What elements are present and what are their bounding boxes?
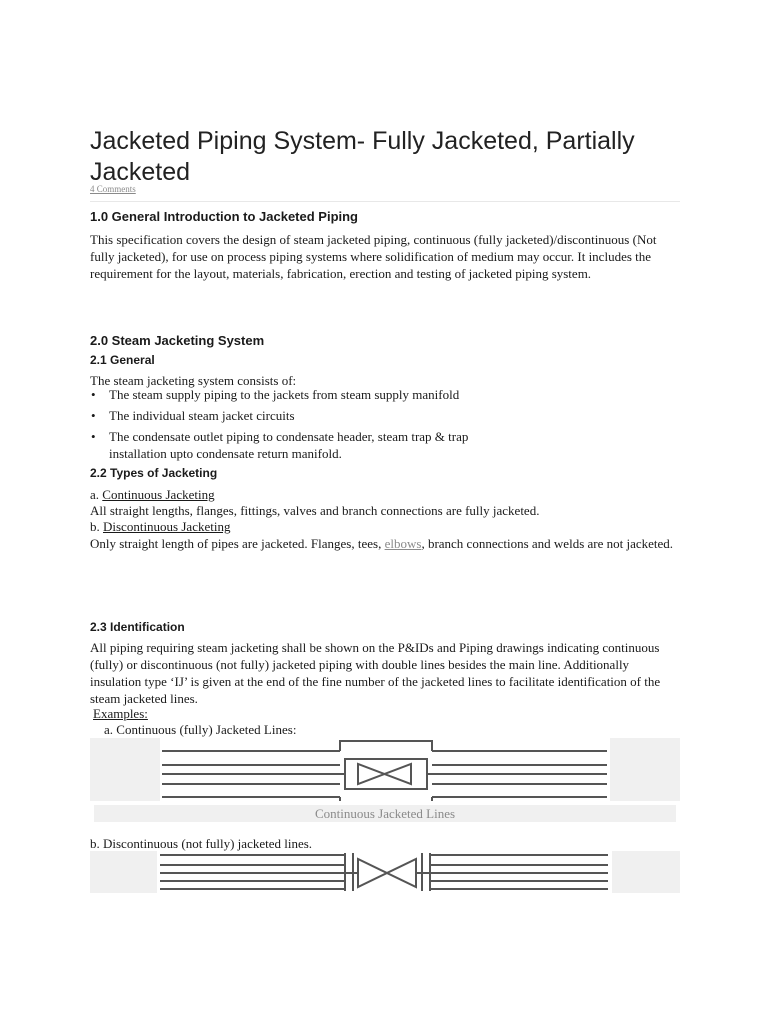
discontinuous-jacketing-label: Discontinuous Jacketing bbox=[103, 519, 231, 534]
type-b-line: b. Discontinuous Jacketing bbox=[90, 519, 231, 534]
type-a-description: All straight lengths, flanges, fittings, valves and branch connections are fully jacketed. bbox=[90, 503, 540, 518]
page-title: Jacketed Piping System- Fully Jacketed, Partially Jacketed bbox=[90, 127, 635, 186]
identification-body: All piping requiring steam jacketing shall be shown on the P&IDs and Piping drawings indicating continuous (fully) or discontinuous (not fully) jacketed piping with double lines besides the main line. Additionally insulation type ‘IJ’ is given at the end of the fine number of the jacketed lines to facilitate identification of the steam jacketed lines. bbox=[90, 640, 661, 706]
divider bbox=[90, 201, 680, 202]
figure-caption: Continuous Jacketed Lines bbox=[94, 805, 676, 822]
elbows-link[interactable]: elbows bbox=[384, 536, 422, 551]
type-a-line: a. Continuous Jacketing bbox=[90, 487, 215, 502]
list-item: • The individual steam jacket circuits bbox=[91, 408, 295, 423]
bullet-icon: • bbox=[91, 387, 96, 402]
section-1-body: This specification covers the design of steam jacketed piping, continuous (fully jacketed)/discontinuous (Not fully jacketed), for use on process piping systems where solidification of medium may occur. It includes the requirement for the layout, materials, fabrication, erection and testing of jacketed piping system. bbox=[90, 232, 657, 281]
section-heading-2: 2.0 Steam Jacketing System bbox=[90, 333, 265, 348]
figure-discontinuous-jacketed bbox=[90, 851, 680, 893]
subsection-identification: 2.3 Identification bbox=[90, 620, 185, 634]
bullet-icon: • bbox=[91, 408, 96, 423]
bullet-icon: • bbox=[91, 429, 96, 444]
comments-link[interactable]: 4 Comments bbox=[90, 184, 136, 194]
list-item: • The steam supply piping to the jackets from steam supply manifold bbox=[91, 387, 460, 402]
steam-system-list bbox=[90, 386, 680, 466]
section-heading-1: 1.0 General Introduction to Jacketed Piping bbox=[90, 209, 358, 224]
continuous-jacketed-diagram bbox=[90, 738, 680, 801]
type-b-description: Only straight length of pipes are jacketed. Flanges, tees, elbows, branch connections and welds are not jacketed. bbox=[90, 536, 674, 551]
example-a-label: a. Continuous (fully) Jacketed Lines: bbox=[104, 722, 297, 737]
continuous-jacketing-label: Continuous Jacketing bbox=[102, 487, 215, 502]
discontinuous-jacketed-diagram bbox=[90, 851, 680, 893]
figure-continuous-jacketed bbox=[90, 738, 680, 801]
subsection-types: 2.2 Types of Jacketing bbox=[90, 466, 218, 480]
subsection-general: 2.1 General bbox=[90, 353, 155, 367]
example-b-label: b. Discontinuous (not fully) jacketed lines. bbox=[90, 836, 313, 851]
list-item: • The condensate outlet piping to condensate header, steam trap & trap installation upto condensate return manifold. bbox=[91, 429, 469, 461]
examples-label: Examples: bbox=[93, 706, 148, 721]
steam-system-intro: The steam jacketing system consists of: bbox=[90, 373, 297, 388]
